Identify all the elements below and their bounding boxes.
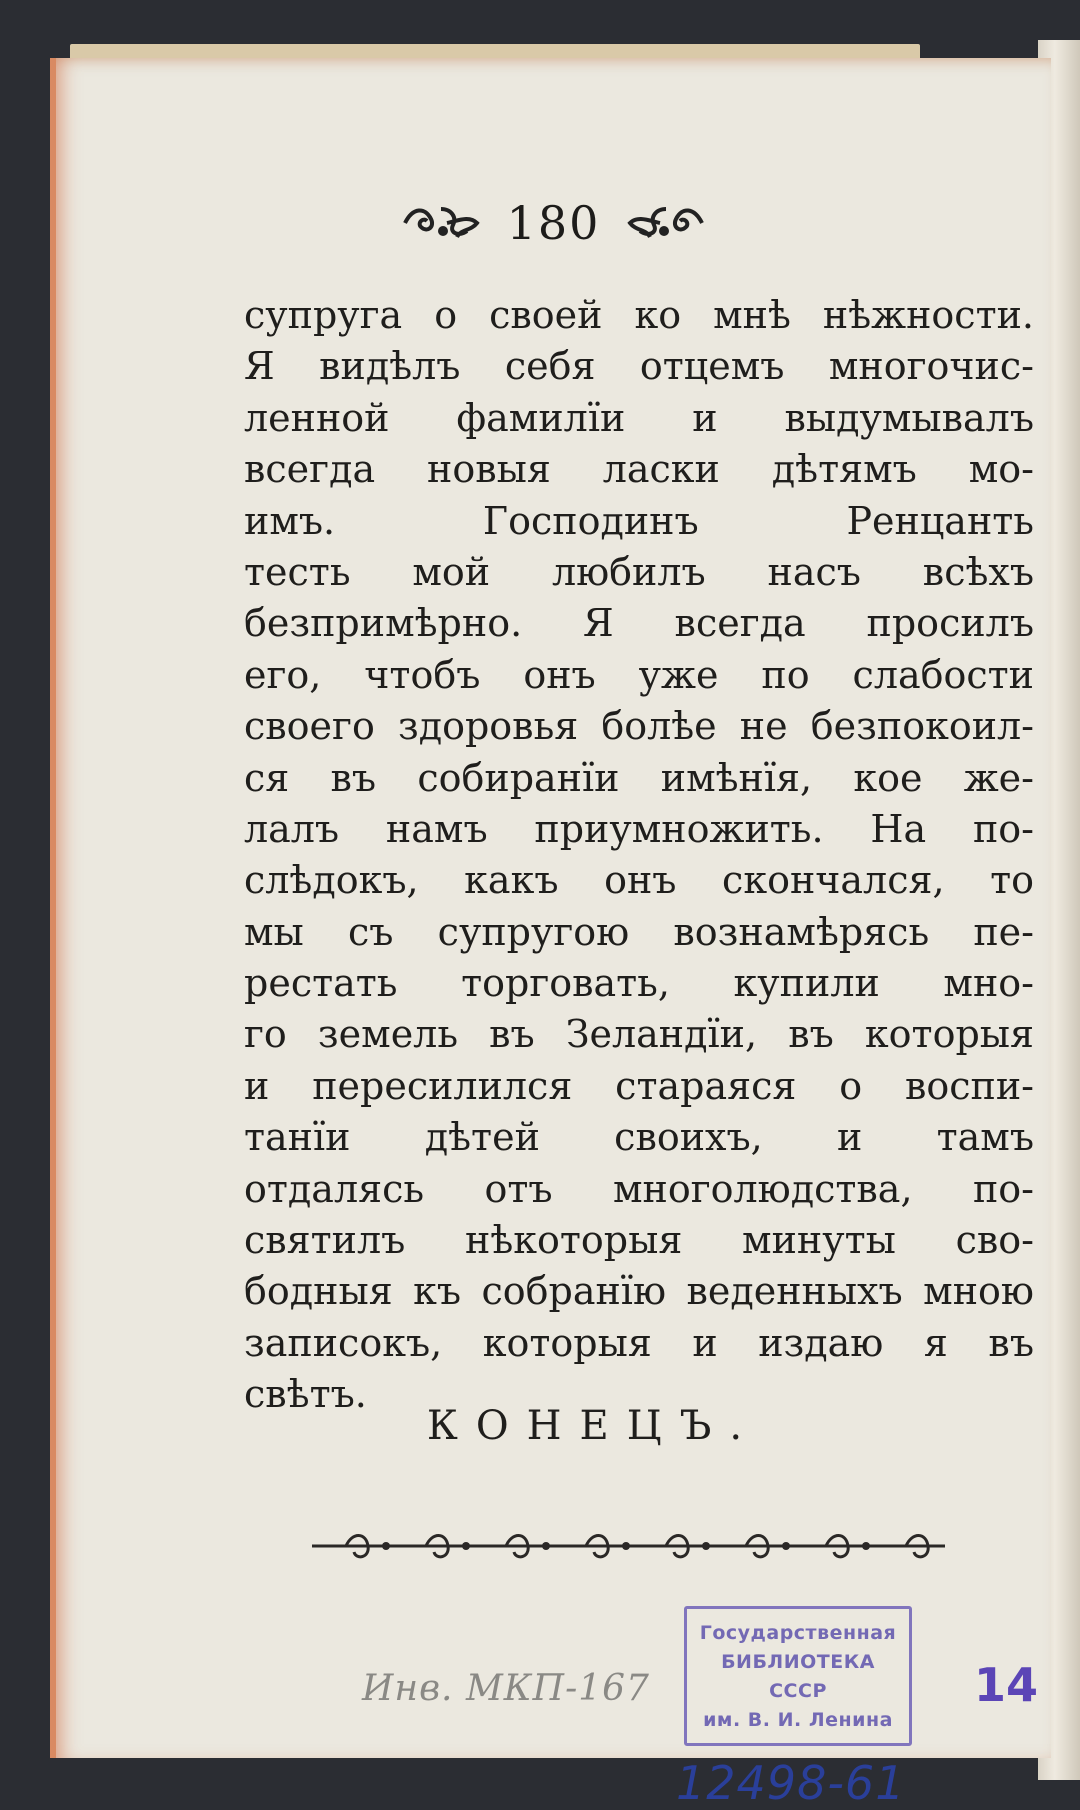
text-line: тесть мой любилъ насъ всѣхъ: [244, 549, 1034, 594]
text-line: и пересилился стараяся о воспи-: [244, 1063, 1034, 1108]
stamp-line: Государственная: [699, 1622, 897, 1644]
text-line: ленной фамилїи и выдумывалъ: [244, 395, 1034, 440]
text-line: рестать торговать, купили мно-: [244, 961, 1034, 1006]
text-line: слѣдокъ, какъ онъ скончался, то: [244, 858, 1034, 903]
text-line: танїи дѣтей своихъ, и тамъ: [244, 1115, 1034, 1160]
text-line: безпримѣрно. Я всегда просилъ: [244, 601, 1034, 646]
end-word: КОНЕЦЪ.: [426, 1403, 761, 1449]
stamp-line: им. В. И. Ленина: [703, 1709, 893, 1731]
text-line: записокъ, которыя и издаю я въ: [244, 1320, 1034, 1365]
text-line: святилъ нѣкоторыя минуты сво-: [244, 1218, 1034, 1263]
text-line: супруга о своей ко мнѣ нѣжности.: [244, 293, 1034, 337]
left-ornament-icon: [401, 201, 481, 245]
body-text: [244, 290, 1034, 1421]
page-number: 180: [506, 196, 601, 250]
library-stamp: [684, 1606, 912, 1746]
right-ornament-icon: [626, 201, 706, 245]
ornamental-divider-icon: [306, 1526, 951, 1566]
handwritten-inventory-number: 12498-61: [676, 1756, 906, 1810]
text-line: свѣтъ.: [244, 1372, 367, 1417]
text-line: мы съ супругою вознамѣрясь пе-: [244, 909, 1034, 954]
text-line: всегда новыя ласки дѣтямъ мо-: [244, 447, 1034, 492]
stamp-line: БИБЛИОТЕКА: [721, 1651, 875, 1673]
text-line: своего здоровья болѣе не безпокоил-: [244, 704, 1034, 749]
handwritten-shelfmark: Инв. МКП-167: [362, 1668, 650, 1709]
text-line: его, чтобъ онъ уже по слабости: [244, 652, 1034, 697]
text-line: Я видѣлъ себя отцемъ многочис-: [244, 344, 1034, 389]
text-line: лалъ намъ приумножить. На по-: [244, 806, 1034, 851]
text-line: го земель въ Зеландїи, въ которыя: [244, 1012, 1034, 1057]
text-line: бодныя къ собранїю веденныхъ мною: [244, 1269, 1034, 1314]
book-page: [50, 58, 1051, 1810]
stamp-line: СССР: [769, 1680, 827, 1702]
page-header: [56, 193, 1051, 253]
text-line: ся въ собиранїи имѣнїя, кое же-: [244, 755, 1034, 800]
text-line: имъ. Господинъ Ренцанть: [244, 498, 1034, 543]
stamp-count: 14: [974, 1658, 1039, 1712]
text-line: отдалясь отъ многолюдства, по-: [244, 1166, 1034, 1211]
